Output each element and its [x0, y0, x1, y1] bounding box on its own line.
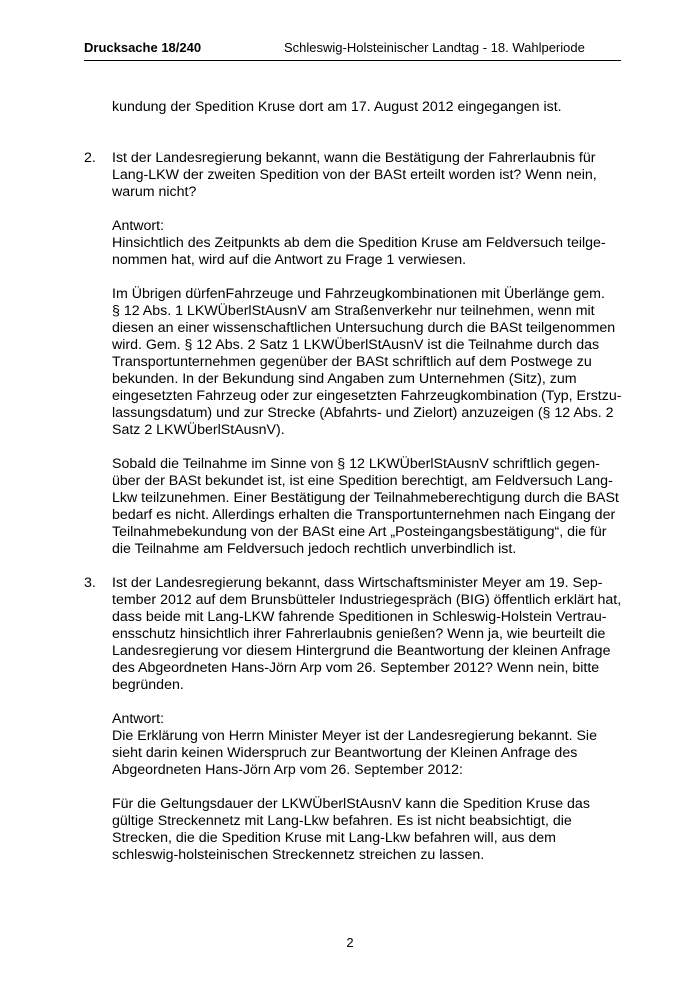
text-line: Ist der Landesregierung bekannt, dass Wirtschaftsminister Meyer am 19. Sep-	[112, 575, 603, 591]
text-line: Strecken, die die Spedition Kruse mit Lang-Lkw befahren will, aus dem	[112, 830, 556, 846]
text-line: sieht darin keinen Widerspruch zur Beantwortung der Kleinen Anfrage des	[112, 745, 578, 761]
text-line: begründen.	[112, 677, 184, 693]
text-line: kundung der Spedition Kruse dort am 17. August 2012 eingegangen ist.	[112, 99, 562, 115]
text-line: Für die Geltungsdauer der LKWÜberlStAusnV kann die Spedition Kruse das	[112, 796, 590, 812]
page-number: 2	[346, 935, 354, 950]
parliament-title: Schleswig-Holsteinischer Landtag - 18. Wahlperiode	[284, 40, 585, 55]
text-line: gültige Streckennetz mit Lang-Lkw befahren. Es ist nicht beabsichtigt, die	[112, 813, 572, 829]
header-rule	[84, 60, 621, 61]
question-number: 3.	[84, 575, 96, 591]
text-line: Landesregierung vor diesem Hintergrund die Beantwortung der kleinen Anfrage	[112, 643, 611, 659]
text-line: wird. Gem. § 12 Abs. 2 Satz 1 LKWÜberlStAusnV ist die Teilnahme durch das	[112, 337, 600, 353]
text-line: eingesetzten Fahrzeug oder zur eingesetzten Fahrzeugkombination (Typ, Erstzu-	[112, 388, 622, 404]
text-line: lassungsdatum) und zur Strecke (Abfahrts- und Zielort) anzuzeigen (§ 12 Abs. 2	[112, 405, 614, 421]
text-line: nommen hat, wird auf die Antwort zu Frage 1 verwiesen.	[112, 252, 467, 268]
text-line: warum nicht?	[112, 184, 197, 200]
question-number: 2.	[84, 150, 96, 166]
text-line: Abgeordneten Hans-Jörn Arp vom 26. September 2012:	[112, 762, 463, 778]
text-line: Satz 2 LKWÜberlStAusnV).	[112, 422, 285, 438]
text-line: Im Übrigen dürfenFahrzeuge und Fahrzeugkombinationen mit Überlänge gem.	[112, 286, 605, 302]
text-line: über der BASt bekundet ist, ist eine Spedition berechtigt, am Feldversuch Lang-	[112, 473, 613, 489]
text-line: die Teilnahme am Feldversuch jedoch rechtlich unverbindlich ist.	[112, 541, 517, 557]
text-line: Die Erklärung von Herrn Minister Meyer ist der Landesregierung bekannt. Sie	[112, 728, 597, 744]
text-line: Sobald die Teilnahme im Sinne von § 12 LKWÜberlStAusnV schriftlich gegen-	[112, 456, 600, 472]
text-line: bekunden. In der Bekundung sind Angaben zum Unternehmen (Sitz), zum	[112, 371, 577, 387]
text-line: diesen an einer wissenschaftlichen Untersuchung durch die BASt teilgenommen	[112, 320, 616, 336]
drucksache-number: Drucksache 18/240	[84, 40, 202, 55]
text-line: ensschutz hinsichtlich ihrer Fahrerlaubnis genießen? Wenn ja, wie beurteilt die	[112, 626, 606, 642]
text-line: § 12 Abs. 1 LKWÜberlStAusnV am Straßenverkehr nur teilnehmen, wenn mit	[112, 303, 595, 319]
text-line: Lang-LKW der zweiten Spedition von der BASt erteilt worden ist? Wenn nein,	[112, 167, 597, 183]
text-line: des Abgeordneten Hans-Jörn Arp vom 26. September 2012? Wenn nein, bitte	[112, 660, 600, 676]
text-line: Teilnahmebekundung von der BASt eine Art „Posteingangsbestätigung“, die für	[112, 524, 607, 540]
text-line: Hinsichtlich des Zeitpunkts ab dem die Spedition Kruse am Feldversuch teilge-	[112, 235, 606, 251]
text-line: Ist der Landesregierung bekannt, wann die Bestätigung der Fahrerlaubnis für	[112, 150, 596, 166]
text-line: Lkw teilzunehmen. Einer Bestätigung der Teilnahmeberechtigung durch die BASt	[112, 490, 619, 506]
text-line: bedarf es nicht. Allerdings erhalten die Transportunternehmen nach Eingang der	[112, 507, 616, 523]
text-line: tember 2012 auf dem Brunsbütteler Industriegespräch (BIG) öffentlich erklärt hat,	[112, 592, 622, 608]
text-line: Transportunternehmen gegenüber der BASt schriftlich auf dem Postwege zu	[112, 354, 592, 370]
answer-label: Antwort:	[112, 711, 165, 727]
text-line: dass beide mit Lang-LKW fahrende Speditionen in Schleswig-Holstein Vertrau-	[112, 609, 607, 625]
answer-label: Antwort:	[112, 218, 165, 234]
text-line: schleswig-holsteinischen Streckennetz streichen zu lassen.	[112, 847, 485, 863]
page-header	[84, 40, 621, 60]
